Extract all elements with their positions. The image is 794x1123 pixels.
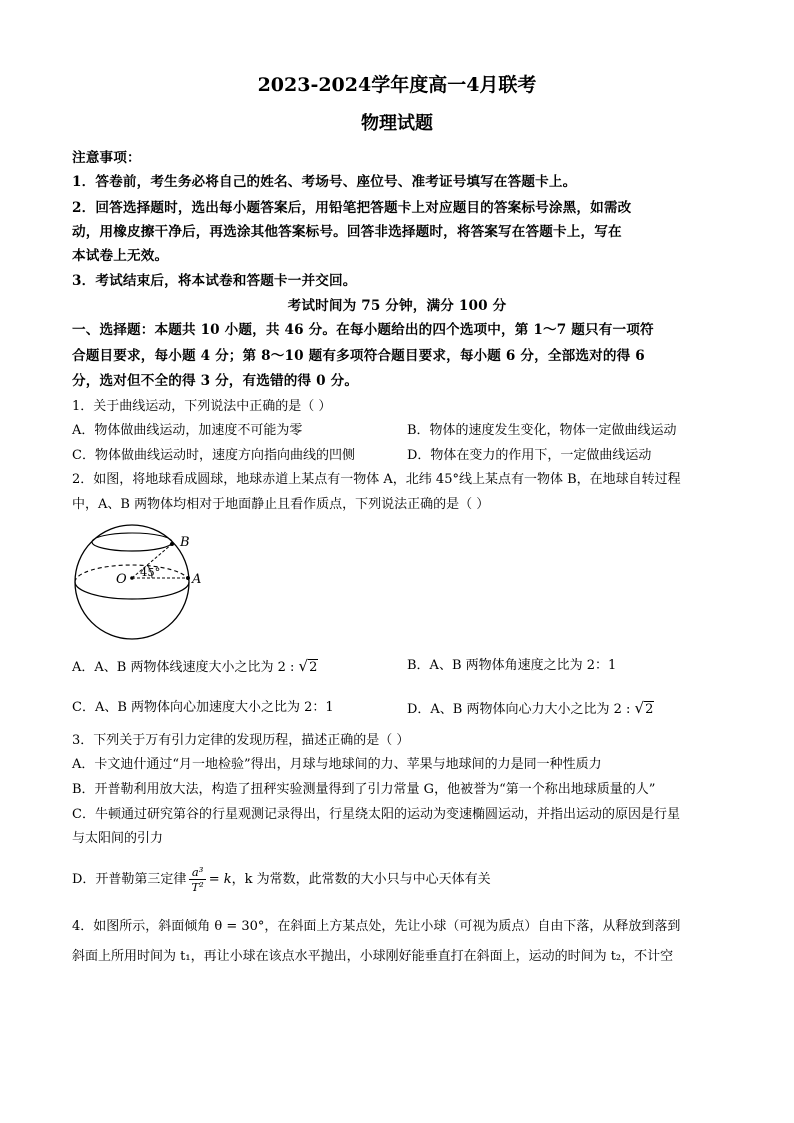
q3-option-d-prefix: D．开普勒第三定律 — [72, 872, 187, 887]
q3-option-a: A．卡文迪什通过“月一地检验”得出，月球与地球间的力、苹果与地球间的力是同一种性质力 — [72, 757, 602, 772]
notice-item-1: 1．答卷前，考生务必将自己的姓名、考场号、座位号、准考证号填写在答题卡上。 — [72, 174, 577, 190]
notice-item-3: 3．考试结束后，将本试卷和答题卡一并交回。 — [72, 273, 357, 289]
kepler-equals: = k — [208, 872, 232, 887]
q2-option-d-text: D．A、B 两物体向心力大小之比为 2 : — [407, 702, 635, 717]
q1-option-d: D．物体在变力的作用下，一定做曲线运动 — [407, 448, 652, 463]
angle-label: 45° — [140, 565, 161, 579]
q4-line-1: 4．如图所示，斜面倾角 θ = 30°，在斜面上方某点处，先让小球（可视为质点）自由下落，从释放到落到 — [72, 919, 681, 934]
q3-stem: 3．下列关于万有引力定律的发现历程，描述正确的是（ ） — [72, 733, 410, 748]
sqrt-symbol: √ — [634, 699, 645, 717]
q2-option-d-root: 2 — [645, 702, 654, 717]
q3-option-d-suffix: ，k 为常数，此常数的大小只与中心天体有关 — [231, 872, 491, 887]
q2-option-a-text: A．A、B 两物体线速度大小之比为 2 : — [72, 660, 299, 675]
q1-option-a: A．物体做曲线运动，加速度不可能为零 — [72, 423, 303, 438]
q4-line-2: 斜面上所用时间为 t₁，再让小球在该点水平抛出，小球刚好能垂直打在斜面上，运动的时间为 t₂，不计空 — [72, 949, 674, 964]
section-1-line-1: 一、选择题：本题共 10 小题，共 46 分。在每小题给出的四个选项中，第 1～7 题只有一项符 — [72, 322, 654, 338]
label-o: O — [116, 572, 127, 587]
earth-figure — [70, 520, 200, 645]
notice-item-2-line-1: 2．回答选择题时，选出每小题答案后，用铅笔把答题卡上对应题目的答案标号涂黑，如需改 — [72, 200, 632, 216]
q3-option-d — [72, 860, 491, 900]
q2-option-a — [72, 656, 318, 678]
kepler-fraction — [189, 865, 205, 894]
q3-option-c-line-2: 与太阳间的引力 — [72, 831, 164, 846]
section-1-line-3: 分，选对但不全的得 3 分，有选错的得 0 分。 — [72, 373, 359, 389]
notice-item-2-line-2: 动，用橡皮擦干净后，再选涂其他答案标号。回答非选择题时，将答案写在答题卡上，写在 — [72, 224, 622, 240]
exam-time-info: 考试时间为 75 分钟，满分 100 分 — [287, 298, 507, 314]
q2-option-b: B．A、B 两物体角速度之比为 2：1 — [407, 658, 617, 673]
kepler-denominator: T² — [191, 880, 204, 894]
label-a: A — [192, 572, 202, 587]
q3-option-b: B．开普勒利用放大法，构造了扭秤实验测量得到了引力常量 G，他被誉为“第一个称出地球质量的人” — [72, 782, 656, 797]
q2-option-d — [407, 698, 654, 720]
kepler-numerator: a³ — [189, 865, 205, 880]
point-b — [170, 542, 174, 546]
q2-option-a-root: 2 — [309, 660, 318, 675]
sqrt-symbol: √ — [298, 657, 309, 675]
point-a — [186, 576, 190, 580]
latitude-45-front — [92, 542, 172, 551]
q2-stem-line-1: 2．如图，将地球看成圆球，地球赤道上某点有一物体 A，北纬 45°线上某点有一物体 B，在地球自转过程 — [72, 472, 681, 487]
q1-option-b: B．物体的速度发生变化，物体一定做曲线运动 — [407, 423, 677, 438]
notice-heading: 注意事项： — [72, 150, 141, 166]
q2-option-c: C．A、B 两物体向心加速度大小之比为 2：1 — [72, 700, 334, 715]
q2-stem-line-2: 中，A、B 两物体均相对于地面静止且看作质点，下列说法正确的是（ ） — [72, 497, 490, 512]
q1-stem: 1．关于曲线运动，下列说法中正确的是（ ） — [72, 399, 332, 414]
exam-title: 2023-2024学年度高一4月联考 — [257, 74, 537, 96]
section-1-line-2: 合题目要求，每小题 4 分；第 8～10 题有多项符合题目要求，每小题 6 分，全部选对的得 6 — [72, 348, 645, 364]
equator-front — [75, 582, 189, 599]
center-point — [130, 576, 134, 580]
q3-option-c-line-1: C．牛顿通过研究第谷的行星观测记录得出，行星绕太阳的运动为变速椭圆运动，并指出运动的原因是行星 — [72, 807, 680, 822]
q1-option-c: C．物体做曲线运动时，速度方向指向曲线的凹侧 — [72, 448, 355, 463]
notice-item-2-line-3: 本试卷上无效。 — [72, 248, 169, 264]
subject-title: 物理试题 — [361, 113, 433, 134]
latitude-45-back — [92, 533, 172, 542]
label-b: B — [180, 535, 190, 550]
